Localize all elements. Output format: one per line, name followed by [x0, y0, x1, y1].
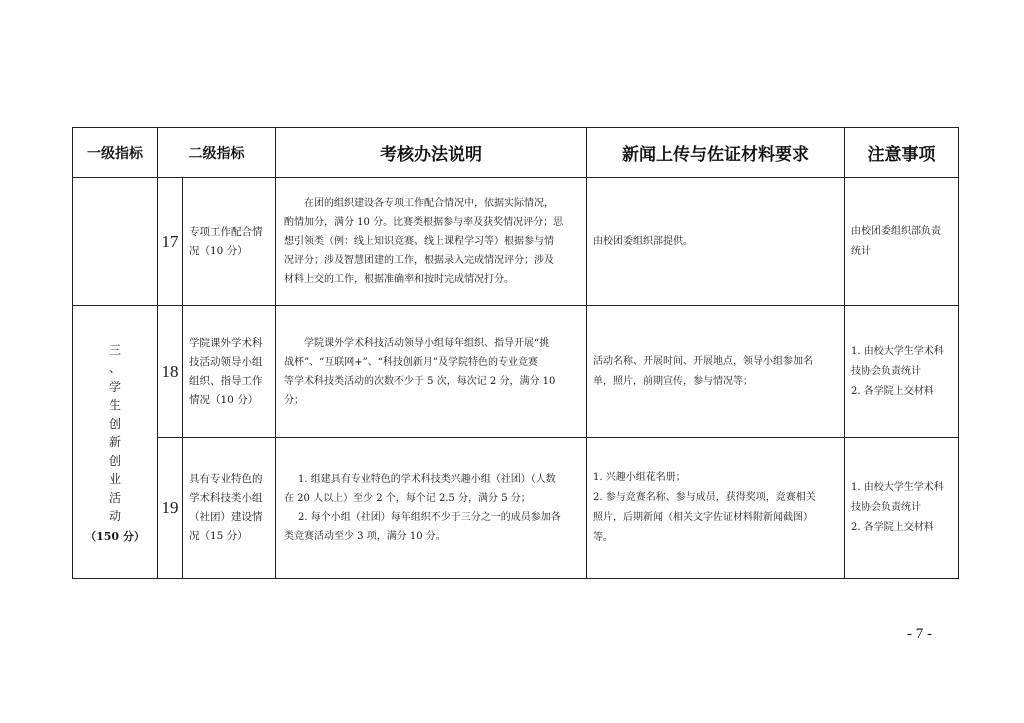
- indicator-line: 况（10 分）: [189, 244, 248, 257]
- category-points: （150 分）: [85, 529, 145, 543]
- news-line: 活动名称、开展时间、开展地点，领导小组参加名: [593, 355, 813, 367]
- row-number: 19: [158, 438, 183, 579]
- method-line: 学院课外学术科技活动领导小组每年组织、指导开展“挑: [304, 337, 550, 349]
- indicator-line: 学术科技类小组: [189, 492, 263, 504]
- method-line: 2. 每个小组（社团）每年组织不少于三分之一的成员参加各: [298, 512, 561, 523]
- method-line: 材料上交的工作，根据准确率和按时完成情况打分。: [284, 274, 514, 285]
- indicator-line: 专项工作配合情: [189, 225, 263, 238]
- category-char: 新: [108, 435, 121, 449]
- category-char: 创: [108, 416, 121, 431]
- indicator-line: 学院课外学术科: [189, 336, 263, 349]
- news-line: 2. 参与竞赛名称、参与成员，获得奖项，竞赛相关: [593, 492, 816, 503]
- notes-cell: [845, 306, 959, 438]
- header-level1: 一级指标: [73, 128, 158, 178]
- table-row: [73, 306, 959, 438]
- news-line: 单，照片，前期宣传，参与情况等；: [593, 375, 753, 387]
- method-line: 等学术科技类活动的次数不少于 5 次，每次记 2 分，满分 10 分；: [284, 375, 556, 406]
- note-line: 由校团委组织部负责: [851, 225, 941, 237]
- category-char: 学: [108, 379, 121, 394]
- news-cell: [587, 178, 845, 306]
- note-line: 技协会负责统计: [851, 502, 921, 513]
- news-line: 由校团委组织部提供。: [593, 235, 693, 247]
- method-cell: [276, 178, 587, 306]
- note-line: 1. 由校大学生学术科: [851, 345, 944, 357]
- method-line: 酌情加分，满分 10 分。比赛类根据参与率及获奖情况评分；思: [284, 217, 564, 228]
- method-line: 在 20 人以上）至少 2 个，每个记 2.5 分，满分 5 分；: [284, 493, 531, 504]
- row-number: 17: [158, 178, 183, 306]
- news-cell: [587, 438, 845, 579]
- indicator-line: 况（15 分）: [189, 530, 248, 542]
- table-row: [73, 178, 959, 306]
- table-header-row: [73, 128, 959, 178]
- note-line: 2. 各学院上交材料: [851, 385, 934, 397]
- method-cell: [276, 438, 587, 579]
- row-number: 18: [158, 306, 183, 438]
- category-char: 创: [108, 453, 121, 468]
- notes-cell: [845, 438, 959, 579]
- category-cell: [73, 306, 158, 579]
- category-char: 生: [108, 398, 121, 412]
- indicator-line: 技活动领导小组: [189, 355, 263, 368]
- category-char: 三: [108, 342, 121, 357]
- method-line: 况评分；涉及智慧团建的工作，根据录入完成情况评分；涉及: [284, 255, 554, 266]
- category-char: 业: [108, 472, 121, 486]
- indicator-line: 组织、指导工作: [189, 374, 263, 387]
- category-char: 活: [108, 490, 121, 505]
- indicator-line: 具有专业特色的: [189, 473, 263, 485]
- method-line: 战杯”、“互联网+”、“科技创新月”及学院特色的专业竞赛: [284, 356, 538, 368]
- note-line: 统计: [851, 245, 871, 257]
- news-line: 等。: [593, 532, 613, 543]
- category-empty-cell: [73, 178, 158, 306]
- header-news: 新闻上传与佐证材料要求: [587, 128, 845, 178]
- news-line: 照片，后期新闻（相关文字佐证材料附新闻截图）: [593, 512, 813, 523]
- header-level2: 二级指标: [158, 128, 276, 178]
- category-char: 、: [108, 361, 121, 375]
- indicator-line: （社团）建设情: [189, 511, 263, 523]
- indicator-line: 情况（10 分）: [189, 393, 259, 406]
- note-line: 技协会负责统计: [851, 365, 921, 377]
- method-cell: [276, 306, 587, 438]
- indicator-cell: [183, 438, 276, 579]
- category-char: 动: [108, 509, 121, 523]
- notes-cell: [845, 178, 959, 306]
- category-title: [73, 341, 157, 526]
- news-cell: [587, 306, 845, 438]
- method-line: 在团的组织建设各专项工作配合情况中，依据实际情况，: [304, 198, 554, 209]
- method-line: 想引领类（例：线上知识竞赛、线上课程学习等）根据参与情: [284, 236, 554, 247]
- indicator-cell: [183, 178, 276, 306]
- note-line: 2. 各学院上交材料: [851, 522, 934, 533]
- header-method: 考核办法说明: [276, 128, 587, 178]
- news-line: 1. 兴趣小组花名册；: [593, 472, 686, 483]
- page-number: - 7 -: [907, 626, 932, 642]
- note-line: 1. 由校大学生学术科: [851, 482, 944, 493]
- header-notes: 注意事项: [845, 128, 959, 178]
- assessment-table: [72, 127, 959, 579]
- table-row: [73, 438, 959, 579]
- indicator-cell: [183, 306, 276, 438]
- method-line: 类竞赛活动至少 3 项，满分 10 分。: [284, 531, 446, 542]
- method-line: 1. 组建具有专业特色的学术科技类兴趣小组（社团）（人数: [298, 474, 556, 485]
